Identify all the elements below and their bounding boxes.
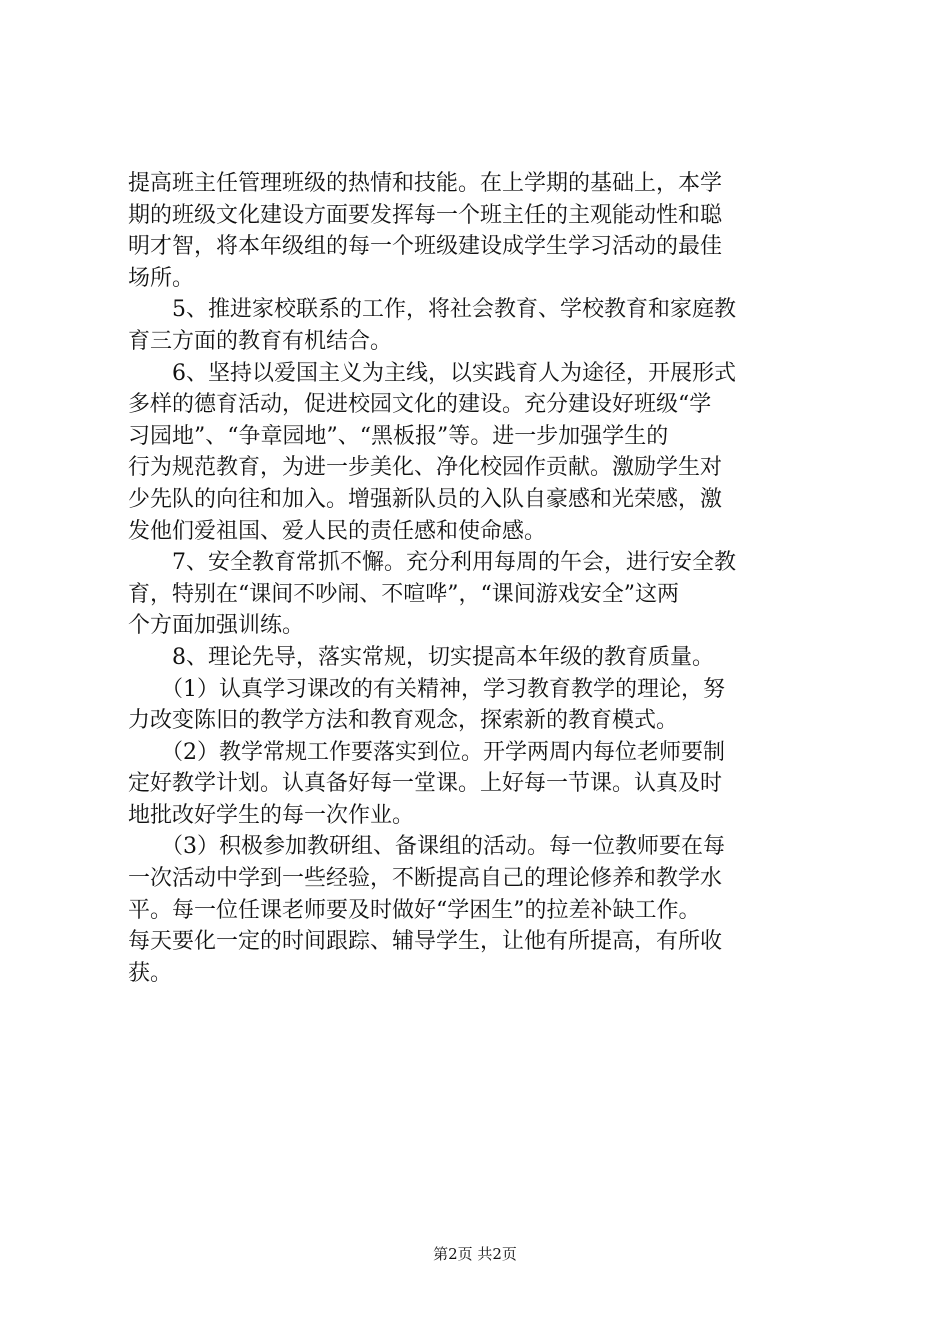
body-line: 育，特别在“课间不吵闹、不喧哗”，“课间游戏安全”这两 (128, 581, 679, 607)
body-line: 期的班级文化建设方面要发挥每一个班主任的主观能动性和聪 (128, 202, 723, 228)
body-line: 获。 (128, 960, 173, 986)
body-line: 7、安全教育常抓不懈。充分利用每周的午会，进行安全教 (128, 550, 736, 576)
body-line: 少先队的向往和加入。增强新队员的入队自豪感和光荣感，激 (128, 486, 723, 512)
page-number-footer: 第2页 共2页 (433, 1245, 517, 1263)
body-line: 一次活动中学到一些经验，不断提高自己的理论修养和教学水 (128, 866, 723, 892)
body-line: 5、推进家校联系的工作，将社会教育、学校教育和家庭教 (128, 297, 736, 323)
body-line: 多样的德育活动，促进校园文化的建设。充分建设好班级“学 (128, 392, 712, 418)
body-line: 发他们爱祖国、爱人民的责任感和使命感。 (128, 518, 547, 544)
body-line: 定好教学计划。认真备好每一堂课。上好每一节课。认真及时 (128, 771, 723, 797)
body-line: 提高班主任管理班级的热情和技能。在上学期的基础上，本学 (128, 171, 723, 196)
body-line: （1）认真学习课改的有关精神，学习教育教学的理论，努 (128, 676, 725, 702)
body-line: 场所。 (128, 265, 195, 291)
body-line: 力改变陈旧的教学方法和教育观念，探索新的教育模式。 (128, 708, 679, 734)
body-line: 习园地”、“争章园地”、“黑板报”等。进一步加强学生的 (128, 423, 669, 449)
document-body (128, 168, 828, 989)
body-line: 平。每一位任课老师要及时做好“学困生”的拉差补缺工作。 (128, 897, 701, 923)
body-line: 8、理论先导，落实常规，切实提高本年级的教育质量。 (128, 644, 714, 670)
body-line: 每天要化一定的时间跟踪、辅导学生，让他有所提高，有所收 (128, 929, 723, 955)
body-line: 育三方面的教育有机结合。 (128, 328, 393, 354)
body-line: 行为规范教育，为进一步美化、净化校园作贡献。激励学生对 (128, 455, 723, 481)
body-line: 明才智，将本年级组的每一个班级建设成学生学习活动的最佳 (128, 234, 723, 260)
body-line: （2）教学常规工作要落实到位。开学两周内每位老师要制 (128, 739, 725, 765)
body-line: 个方面加强训练。 (128, 613, 305, 639)
body-line: 地批改好学生的每一次作业。 (128, 802, 415, 828)
body-line: 6、坚持以爱国主义为主线，以实践育人为途径，开展形式 (128, 360, 736, 386)
body-line: （3）积极参加教研组、备课组的活动。每一位教师要在每 (128, 834, 725, 860)
